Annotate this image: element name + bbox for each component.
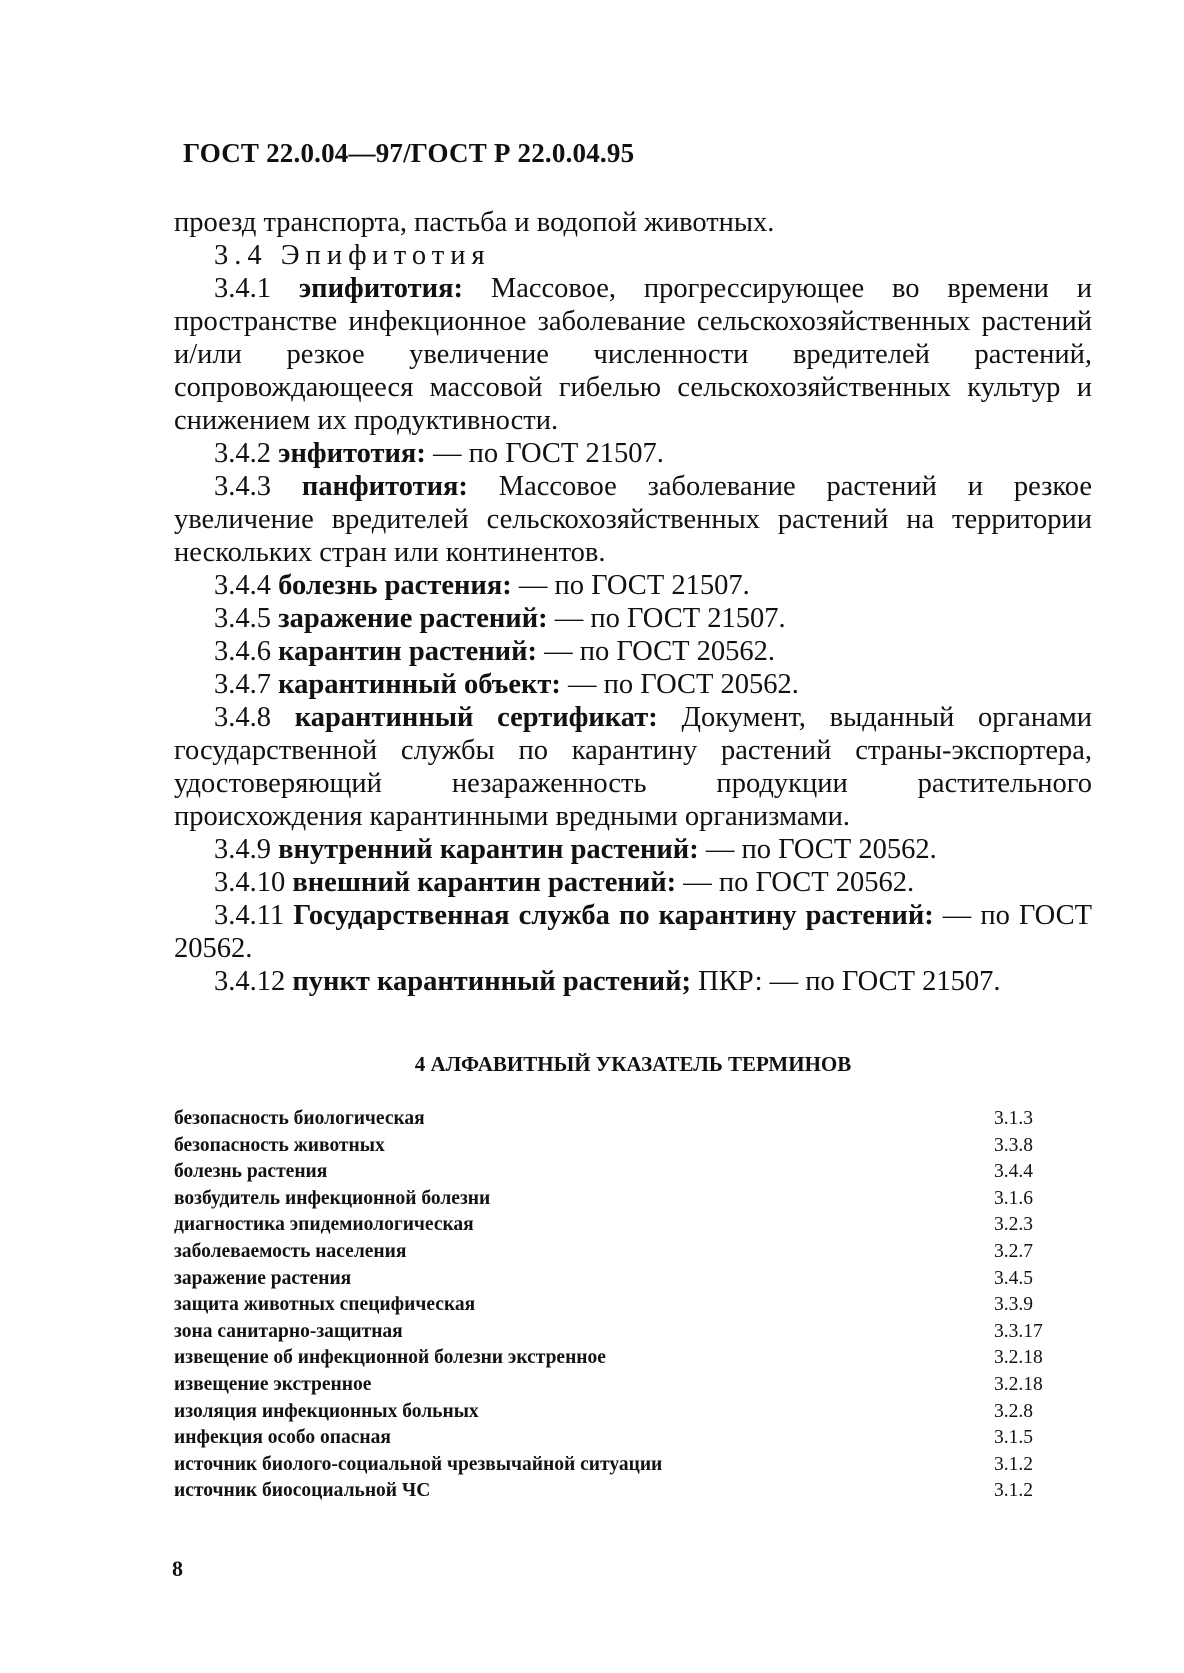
index-term: заболеваемость населения bbox=[174, 1240, 407, 1262]
definition-3-4-1: 3.4.1 эпифитотия: Массовое, прогрессирующее во времени и пространстве инфекционное заболевание сельскохозяйственных растений и/или резкое увеличение численности вредителей растений, сопровождающееся массовой гибелью сельскохозяйственных культур и снижением их продуктивности. bbox=[174, 273, 1093, 436]
term: Государственная служба по карантину растений: bbox=[293, 900, 934, 931]
index-term: защита животных специфическая bbox=[174, 1294, 476, 1316]
index-term: возбудитель инфекционной болезни bbox=[174, 1187, 491, 1209]
index-row bbox=[174, 1239, 1054, 1266]
index-row bbox=[174, 1452, 1054, 1479]
index-ref: 3.2.3 bbox=[994, 1214, 1033, 1236]
definition-3-4-4: 3.4.4 болезнь растения: — по ГОСТ 21507. bbox=[214, 570, 750, 601]
section-heading-3-4: 3.4 Эпифитотия bbox=[214, 240, 491, 271]
term-index bbox=[174, 1106, 1054, 1505]
index-row bbox=[174, 1106, 1054, 1133]
index-row bbox=[174, 1319, 1054, 1346]
term: карантинный объект: bbox=[278, 669, 561, 700]
index-term: источник биосоциальной ЧС bbox=[174, 1480, 431, 1502]
index-row bbox=[174, 1478, 1054, 1505]
index-ref: 3.3.8 bbox=[994, 1134, 1033, 1156]
index-term: источник биолого-социальной чрезвычайной ситуации bbox=[174, 1453, 663, 1475]
index-ref: 3.3.9 bbox=[994, 1294, 1033, 1316]
index-row bbox=[174, 1212, 1054, 1239]
term: энфитотия: bbox=[278, 438, 426, 469]
definition-3-4-11: 3.4.11 Государственная служба по карантину растений: — по ГОСТ 20562. bbox=[174, 900, 1092, 964]
definition-3-4-3: 3.4.3 панфитотия: Массовое заболевание растений и резкое увеличение вредителей сельскохозяйственных растений на территории нескольких стран или континентов. bbox=[174, 471, 1093, 568]
index-term: безопасность биологическая bbox=[174, 1108, 425, 1129]
index-ref: 3.2.8 bbox=[994, 1400, 1033, 1422]
definition-3-4-6: 3.4.6 карантин растений: — по ГОСТ 20562. bbox=[214, 636, 776, 667]
index-ref: 3.1.5 bbox=[994, 1427, 1033, 1449]
index-term: безопасность животных bbox=[174, 1134, 385, 1156]
paragraph-continuation: проезд транспорта, пастьба и водопой животных. bbox=[174, 207, 775, 238]
index-row bbox=[174, 1266, 1054, 1293]
definition-3-4-9: 3.4.9 внутренний карантин растений: — по ГОСТ 20562. bbox=[214, 834, 937, 865]
index-row bbox=[174, 1186, 1054, 1213]
term: карантин растений: bbox=[278, 636, 538, 667]
definition-3-4-5: 3.4.5 заражение растений: — по ГОСТ 21507. bbox=[214, 603, 786, 634]
index-row bbox=[174, 1399, 1054, 1426]
term: пункт карантинный растений; bbox=[292, 966, 691, 997]
index-row bbox=[174, 1292, 1054, 1319]
term: внешний карантин растений: bbox=[292, 867, 677, 898]
index-ref: 3.2.7 bbox=[994, 1240, 1033, 1262]
term: болезнь растения: bbox=[278, 570, 512, 601]
index-row bbox=[174, 1159, 1054, 1186]
index-term: диагностика эпидемиологическая bbox=[174, 1214, 474, 1236]
index-term: зона санитарно-защитная bbox=[174, 1320, 403, 1342]
index-term: инфекция особо опасная bbox=[174, 1427, 391, 1449]
index-ref: 3.1.3 bbox=[994, 1108, 1033, 1129]
definition-3-4-7: 3.4.7 карантинный объект: — по ГОСТ 20562. bbox=[214, 669, 799, 700]
index-term: заражение растения bbox=[174, 1267, 352, 1289]
term: панфитотия: bbox=[301, 471, 468, 502]
index-ref: 3.1.2 bbox=[994, 1480, 1033, 1502]
index-row bbox=[174, 1425, 1054, 1452]
index-ref: 3.1.2 bbox=[994, 1453, 1033, 1475]
section-body bbox=[174, 206, 1092, 998]
index-term: извещение об инфекционной болезни экстренное bbox=[174, 1347, 606, 1369]
index-row bbox=[174, 1133, 1054, 1160]
definition-3-4-10: 3.4.10 внешний карантин растений: — по ГОСТ 20562. bbox=[214, 867, 915, 898]
index-ref: 3.4.4 bbox=[994, 1161, 1033, 1183]
definition-3-4-12: 3.4.12 пункт карантинный растений; ПКР: — по ГОСТ 21507. bbox=[214, 966, 1001, 997]
term: заражение растений: bbox=[278, 603, 548, 634]
index-term: изоляция инфекционных больных bbox=[174, 1400, 479, 1422]
index-term: извещение экстренное bbox=[174, 1373, 372, 1395]
index-row bbox=[174, 1372, 1054, 1399]
index-term: болезнь растения bbox=[174, 1161, 328, 1183]
term: внутренний карантин растений: bbox=[278, 834, 699, 865]
index-ref: 3.2.18 bbox=[994, 1347, 1043, 1369]
term: карантинный сертификат: bbox=[294, 702, 658, 733]
index-ref: 3.2.18 bbox=[994, 1373, 1043, 1395]
document-header: ГОСТ 22.0.04—97/ГОСТ Р 22.0.04.95 bbox=[183, 138, 635, 168]
index-ref: 3.4.5 bbox=[994, 1267, 1033, 1289]
index-row bbox=[174, 1345, 1054, 1372]
term: эпифитотия: bbox=[298, 273, 463, 304]
index-title: 4 АЛФАВИТНЫЙ УКАЗАТЕЛЬ ТЕРМИНОВ bbox=[414, 1052, 852, 1076]
definition-3-4-2: 3.4.2 энфитотия: — по ГОСТ 21507. bbox=[214, 438, 664, 469]
index-ref: 3.1.6 bbox=[994, 1187, 1033, 1209]
page-number: 8 bbox=[172, 1556, 183, 1581]
index-ref: 3.3.17 bbox=[994, 1320, 1043, 1342]
definition-3-4-8: 3.4.8 карантинный сертификат: Документ, выданный органами государственной службы по карантину растений страны-экспортера, удостоверяющий незараженность продукции растительного происхождения карантинными вредными организмами. bbox=[174, 702, 1093, 832]
